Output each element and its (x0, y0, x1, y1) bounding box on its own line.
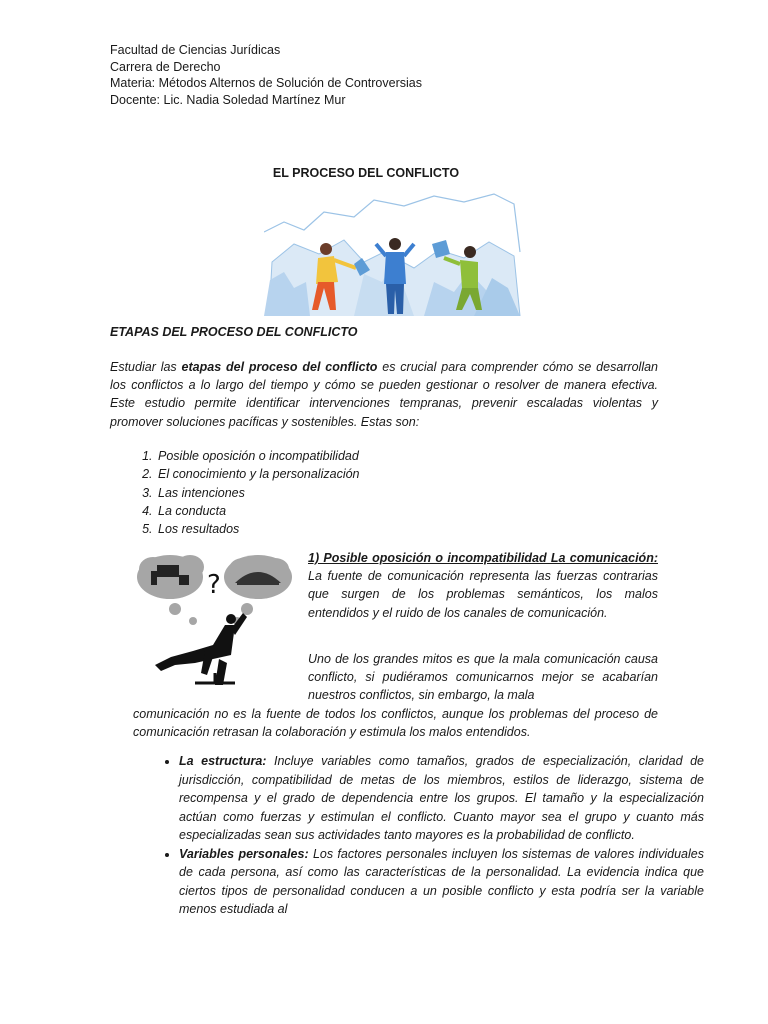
header-teacher: Docente: Lic. Nadia Soledad Martínez Mur (110, 92, 346, 107)
intro-emphasis: etapas del proceso del conflicto (181, 360, 378, 374)
factor-item (179, 845, 704, 919)
factor-text: Los factores personales incluyen los sistemas de valores individuales de cada persona, así como las características de la personalidad. La evidencia indica que ciertos tipos de personalidad conducen a un posible conflicto y esta podría ser la variable menos estudiada al (179, 846, 704, 916)
myth-paragraph-end: comunicación no es la fuente de todos los conflictos, aunque los problemas del proceso de comunicación retrasan la colaboración y estimula los malos entendidos. (133, 707, 658, 740)
header-career: Carrera de Derecho (110, 59, 221, 74)
factor-label: La estructura: (179, 754, 267, 768)
stage-item: 2. El conocimiento y la personalización (156, 465, 656, 483)
intro-text-start: Estudiar las (110, 360, 182, 374)
factor-item (179, 752, 704, 845)
document-header (110, 42, 422, 108)
stages-list (108, 447, 656, 538)
section1-heading: 1) Posible oposición o incompatibilidad La comunicación: (308, 551, 658, 565)
header-subject: Materia: Métodos Alternos de Solución de Controversias (110, 76, 422, 90)
intro-paragraph (110, 358, 658, 431)
section1-text: La fuente de comunicación representa las fuerzas contrarias que surgen de los problemas semánticos, los malos entendidos y el ruido de los canales de comunicación. (308, 569, 658, 620)
stage-item: 3. Las intenciones (156, 484, 656, 502)
stage-item: 4. La conducta (156, 502, 656, 520)
factors-list (133, 752, 704, 919)
factor-text: Incluye variables como tamaños, grados de especialización, claridad de jurisdicción, compatibilidad de metas de los miembros, estilos de liderazgo, sistema de recompensa y el grado de dependencia entre los grupos. El tamaño y la especialización actúan como fuerzas y estimulan el conflicto. Cuanto mayor sea el grupo y cuanto más especializadas sean sus actividades tanto mayores es la probabilidad de conflicto. (179, 754, 704, 842)
section1-paragraph (308, 549, 658, 622)
svg-text:?: ? (207, 570, 221, 600)
intro-text-end: es crucial para comprender cómo se desarrollan los conflictos a lo largo del tiempo y cómo se pueden gestionar o resolver de manera efectiva. Este estudio permite identificar intervenciones tempranas, prevenir escaladas violentas y promover soluciones pacíficas y sostenibles. Estas son: (110, 360, 659, 429)
myth-paragraph-start: Uno de los grandes mitos es que la mala comunicación causa conflicto, si pudiéramos comunicarnos mejor se acabarían nuestros conflictos, sin embargo, la mala (308, 652, 658, 703)
document-title: EL PROCESO DEL CONFLICTO (272, 166, 460, 180)
stage-item: 5. Los resultados (156, 520, 656, 538)
conflict-illustration (264, 192, 522, 316)
section-title: ETAPAS DEL PROCESO DEL CONFLICTO (110, 325, 358, 339)
header-faculty: Facultad de Ciencias Jurídicas (110, 43, 281, 57)
stage-item: 1. Posible oposición o incompatibilidad (156, 447, 656, 465)
thinking-man-illustration (135, 553, 295, 693)
factor-label: Variables personales: (179, 846, 309, 861)
